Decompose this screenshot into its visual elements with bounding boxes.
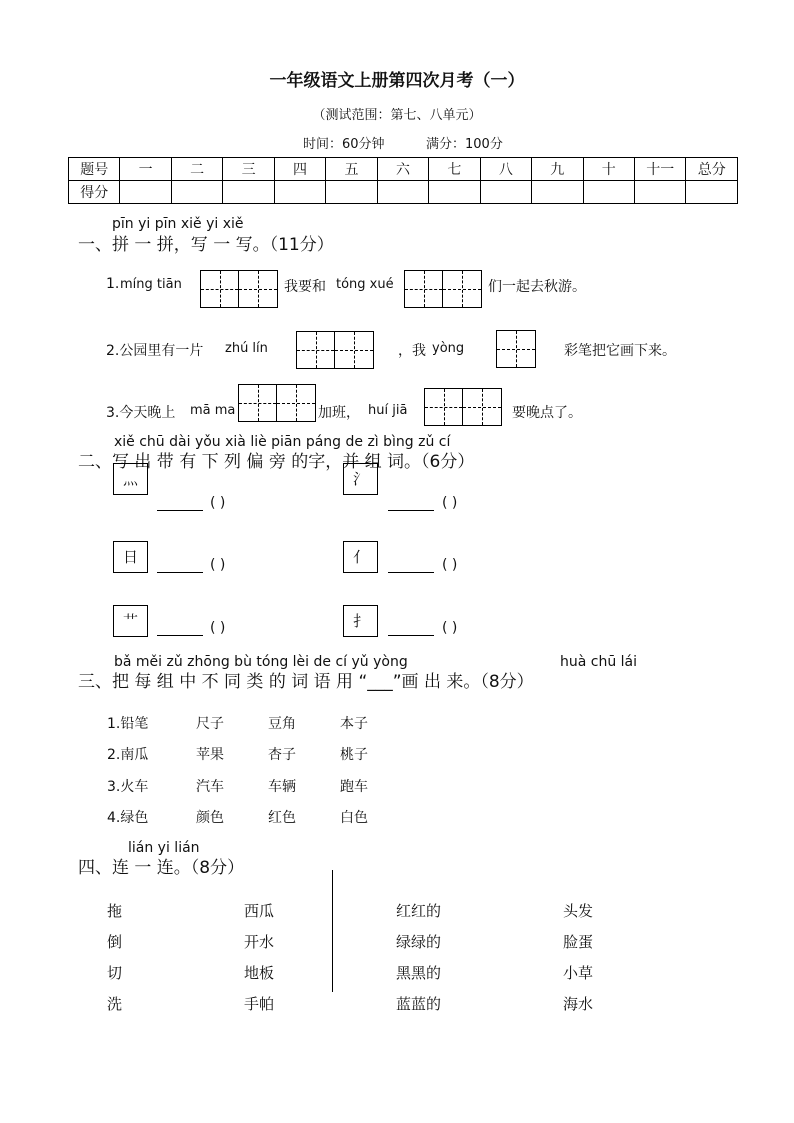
score-cell[interactable]	[532, 181, 583, 204]
answer-blank[interactable]	[157, 556, 203, 573]
q1-pinyin-1: míng tiān	[120, 277, 182, 292]
q3-text-2: 加班，	[318, 405, 360, 421]
match-item[interactable]: 蓝蓝的	[396, 995, 442, 1013]
word-item[interactable]: 1.铅笔	[107, 716, 149, 732]
row-label: 得分	[69, 181, 120, 204]
radical-box: 氵	[343, 463, 378, 495]
answer-blank[interactable]	[157, 619, 203, 636]
match-item[interactable]: 手帕	[244, 995, 275, 1013]
sec3-heading: 三、把 每 组 中 不 同 类 的 词 语 用 “___”画 出 来。（8分）	[78, 672, 534, 692]
word-paren[interactable]: ( )	[442, 620, 458, 636]
q3-text-3: 要晚点了。	[512, 405, 582, 421]
score-cell[interactable]	[686, 181, 738, 204]
writing-grid[interactable]	[424, 388, 502, 426]
match-item[interactable]: 脸蛋	[563, 933, 594, 951]
header-cell: 十	[583, 158, 634, 181]
radical-box: 日	[113, 541, 148, 573]
match-item[interactable]: 西瓜	[244, 902, 275, 920]
word-paren[interactable]: ( )	[210, 495, 226, 511]
sec1-pinyin: pīn yi pīn xiě yi xiě	[112, 216, 244, 232]
match-item[interactable]: 开水	[244, 933, 275, 951]
word-item[interactable]: 车辆	[268, 779, 296, 795]
word-item[interactable]: 汽车	[196, 779, 224, 795]
sec2-pinyin: xiě chū dài yǒu xià liè piān páng de zì bìng zǔ cí	[114, 434, 451, 450]
exam-time: 时间：60分钟	[303, 137, 385, 152]
q2-text-3: 彩笔把它画下来。	[564, 343, 676, 359]
score-cell[interactable]	[377, 181, 428, 204]
q3-text-1: 3.今天晚上	[106, 405, 176, 421]
sec2-heading: 二、写 出 带 有 下 列 偏 旁 的字，并 组 词。（6分）	[78, 452, 475, 472]
header-cell: 八	[480, 158, 531, 181]
sec3-pinyin: bǎ měi zǔ zhōng bù tóng lèi de cí yǔ yòng	[114, 654, 408, 670]
word-item[interactable]: 杏子	[268, 747, 296, 763]
radical-box: 灬	[113, 463, 148, 495]
header-cell: 九	[532, 158, 583, 181]
header-cell: 总分	[686, 158, 738, 181]
match-item[interactable]: 地板	[244, 964, 275, 982]
header-cell: 十一	[634, 158, 685, 181]
writing-grid[interactable]	[404, 270, 482, 308]
sec4-heading: 四、连 一 连。（8分）	[78, 858, 245, 878]
word-item[interactable]: 颜色	[196, 810, 224, 826]
header-cell: 七	[429, 158, 480, 181]
radical-box: 扌	[343, 605, 378, 637]
q2-pinyin-1: zhú lín	[225, 341, 268, 356]
q2-pinyin-2: yòng	[432, 341, 465, 356]
score-cell[interactable]	[429, 181, 480, 204]
divider-line	[332, 870, 333, 992]
score-table	[68, 157, 738, 204]
score-cell[interactable]	[480, 181, 531, 204]
word-item[interactable]: 2.南瓜	[107, 747, 149, 763]
word-item[interactable]: 跑车	[340, 779, 368, 795]
match-item[interactable]: 洗	[107, 995, 123, 1013]
match-item[interactable]: 红红的	[396, 902, 442, 920]
match-item[interactable]: 黑黑的	[396, 964, 442, 982]
radical-box: 亻	[343, 541, 378, 573]
word-item[interactable]: 本子	[340, 716, 368, 732]
q1-pinyin-2: tóng xué	[336, 277, 394, 292]
match-item[interactable]: 拖	[107, 902, 123, 920]
score-cell[interactable]	[171, 181, 222, 204]
header-cell: 六	[377, 158, 428, 181]
word-item[interactable]: 豆角	[268, 716, 296, 732]
score-cell[interactable]	[634, 181, 685, 204]
word-item[interactable]: 4.绿色	[107, 810, 149, 826]
word-paren[interactable]: ( )	[442, 557, 458, 573]
header-cell: 一	[120, 158, 171, 181]
q2-text-2: ，我	[398, 343, 426, 359]
writing-grid[interactable]	[238, 384, 316, 422]
header-cell: 四	[274, 158, 325, 181]
header-cell: 五	[326, 158, 377, 181]
q3-pinyin-1: mā ma	[190, 403, 236, 418]
match-item[interactable]: 切	[107, 964, 123, 982]
header-cell: 二	[171, 158, 222, 181]
sec3-pinyin-2: huà chū lái	[560, 654, 638, 670]
score-cell[interactable]	[120, 181, 171, 204]
sec1-heading: 一、拼 一 拼，写 一 写。（11分）	[78, 235, 334, 255]
radical-box: 艹	[113, 605, 148, 637]
answer-blank[interactable]	[388, 556, 434, 573]
score-table-score-row	[69, 181, 738, 204]
word-item[interactable]: 白色	[340, 810, 368, 826]
answer-blank[interactable]	[388, 619, 434, 636]
q1-num: 1.	[106, 276, 120, 292]
word-item[interactable]: 苹果	[196, 747, 224, 763]
q1-text-2: 们一起去秋游。	[488, 279, 586, 295]
word-item[interactable]: 红色	[268, 810, 296, 826]
page-title: 一年级语文上册第四次月考（一）	[269, 71, 525, 91]
score-cell[interactable]	[326, 181, 377, 204]
answer-blank[interactable]	[157, 494, 203, 511]
writing-grid[interactable]	[296, 331, 374, 369]
score-cell[interactable]	[274, 181, 325, 204]
score-cell[interactable]	[223, 181, 274, 204]
word-paren[interactable]: ( )	[442, 495, 458, 511]
row-label: 题号	[69, 158, 120, 181]
q2-text-1: 2.公园里有一片	[106, 343, 204, 359]
word-paren[interactable]: ( )	[210, 557, 226, 573]
q1-text-1: 我要和	[284, 279, 326, 295]
full-score: 满分：100分	[426, 137, 503, 152]
word-paren[interactable]: ( )	[210, 620, 226, 636]
match-item[interactable]: 绿绿的	[396, 933, 442, 951]
match-item[interactable]: 海水	[563, 995, 594, 1013]
score-table-header-row	[69, 158, 738, 181]
word-item[interactable]: 尺子	[196, 716, 224, 732]
match-item[interactable]: 倒	[107, 933, 123, 951]
q3-pinyin-2: huí jiā	[368, 403, 408, 418]
score-cell[interactable]	[583, 181, 634, 204]
word-item[interactable]: 3.火车	[107, 779, 149, 795]
header-cell: 三	[223, 158, 274, 181]
match-item[interactable]: 头发	[563, 902, 594, 920]
test-scope: （测试范围：第七、八单元）	[312, 108, 482, 123]
writing-grid[interactable]	[200, 270, 278, 308]
answer-blank[interactable]	[388, 494, 434, 511]
word-item[interactable]: 桃子	[340, 747, 368, 763]
sec4-pinyin: lián yi lián	[128, 840, 200, 856]
writing-grid[interactable]	[496, 330, 536, 368]
match-item[interactable]: 小草	[563, 964, 594, 982]
